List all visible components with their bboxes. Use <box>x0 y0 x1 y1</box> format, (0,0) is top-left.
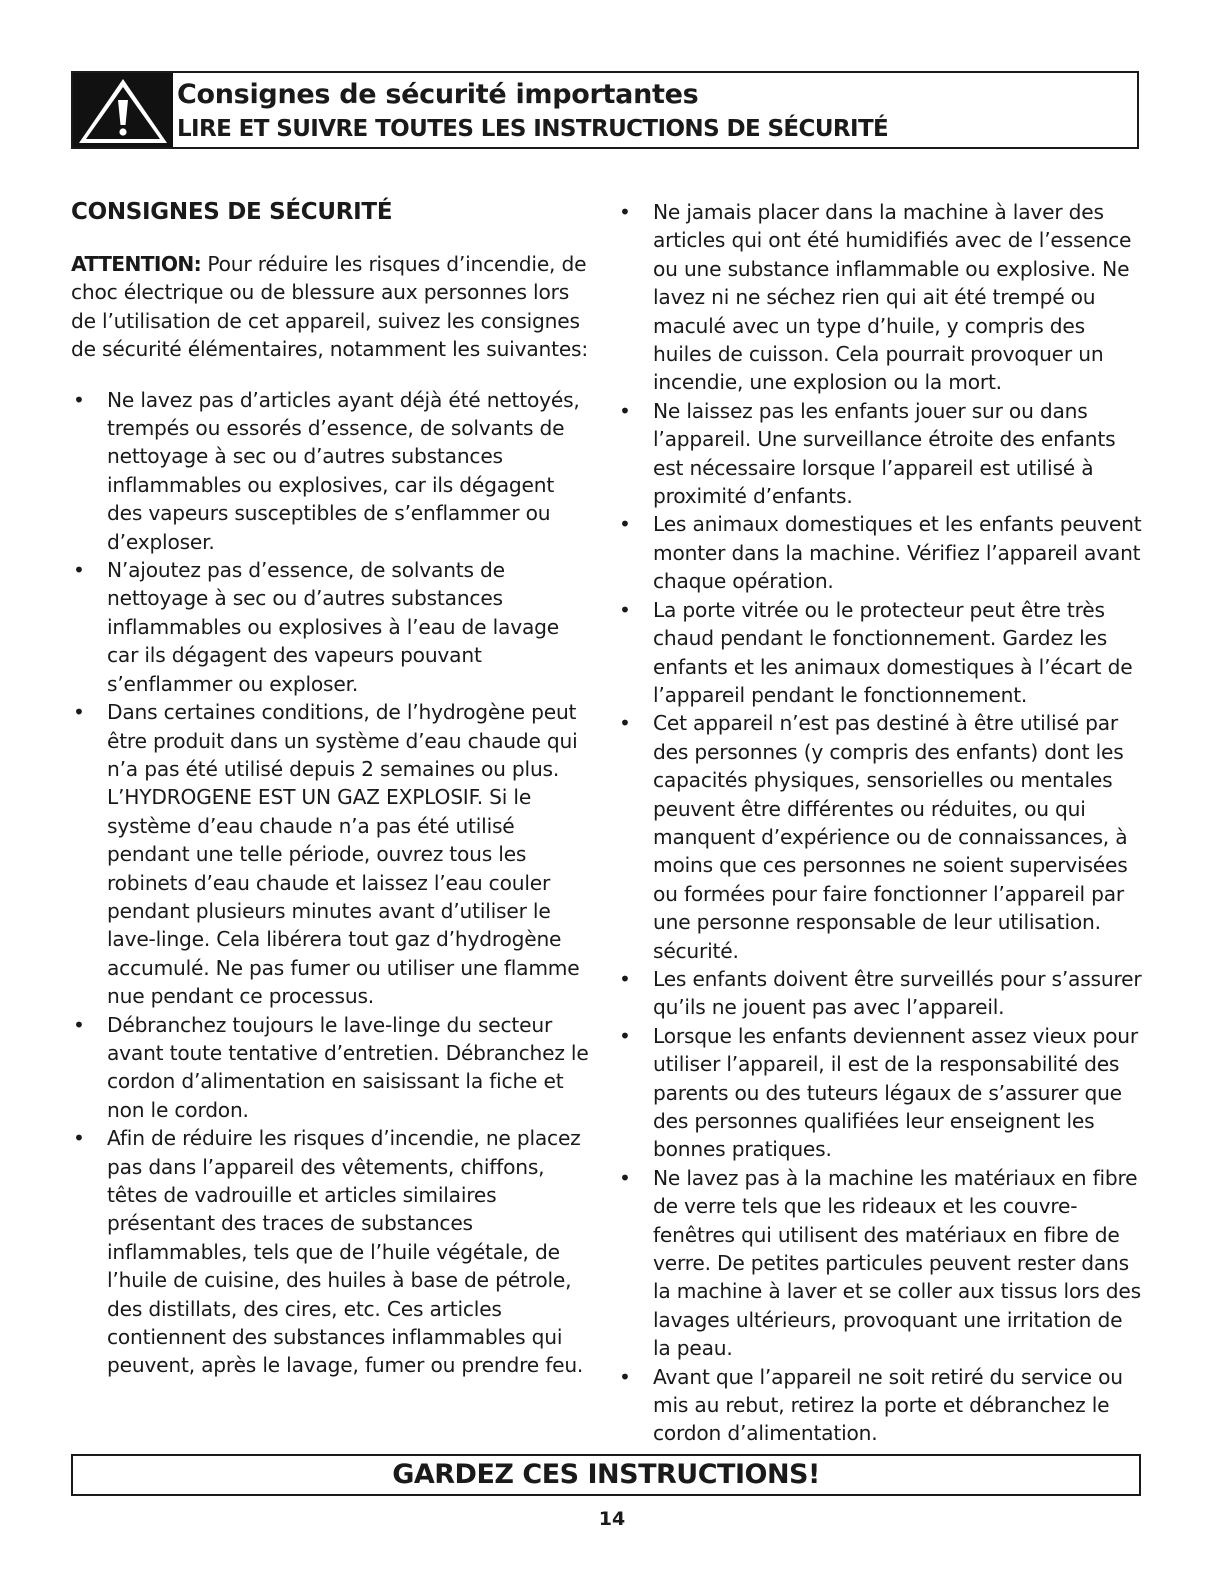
list-item-text: Les animaux domestiques et les enfants peuvent monter dans la machine. Vérifiez l’appareil avant chaque opération. <box>653 512 1142 594</box>
attention-label: ATTENTION: <box>71 252 202 276</box>
intro-paragraph <box>71 250 591 364</box>
right-column <box>617 198 1142 1448</box>
list-item <box>617 709 1142 965</box>
header-subtitle: LIRE ET SUIVRE TOUTES LES INSTRUCTIONS DE SÉCURITÉ <box>177 116 889 142</box>
intro-text: Pour réduire les risques d’incendie, de choc électrique ou de blessure aux personnes lors de l’utilisation de cet appareil, suivez les consignes de sécurité élémentaires, notamment les suivantes: <box>71 252 588 362</box>
bullet-marker: • <box>619 966 631 991</box>
header-banner <box>71 71 1139 149</box>
list-item-text: N’ajoutez pas d’essence, de solvants de nettoyage à sec ou d’autres substances inflammables ou explosives à l’eau de lavage car ils dégagent des vapeurs pouvant s’enflammer ou exploser. <box>107 558 559 696</box>
bullet-marker: • <box>619 711 631 736</box>
page-number: 14 <box>598 1508 626 1530</box>
right-bullet-list <box>617 198 1142 1448</box>
bullet-marker: • <box>619 512 631 537</box>
bullet-marker: • <box>73 700 85 725</box>
list-item-text: Ne jamais placer dans la machine à laver des articles qui ont été humidifiés avec de l’essence ou une substance inflammable ou explosive. Ne lavez ni ne séchez rien qui ait été trempé ou maculé avec un type d’huile, y compris des huiles de cuisson. Cela pourrait provoquer un incendie, une explosion ou la mort. <box>653 200 1132 395</box>
list-item <box>617 596 1142 710</box>
bullet-marker: • <box>619 398 631 423</box>
bullet-marker: • <box>73 387 85 412</box>
header-title: Consignes de sécurité importantes <box>177 79 699 110</box>
list-item <box>71 1011 591 1125</box>
list-item-text: Ne laissez pas les enfants jouer sur ou dans l’appareil. Une surveillance étroite des enfants est nécessaire lorsque l’appareil est utilisé à proximité d’enfants. <box>653 398 1116 509</box>
list-item-text: Ne lavez pas d’articles ayant déjà été nettoyés, trempés ou essorés d’essence, de solvants de nettoyage à sec ou d’autres substances inflammables ou explosives, car ils dégagent des vapeurs susceptibles de s’enflammer ou d’exploser. <box>107 387 580 554</box>
list-item <box>71 698 591 1010</box>
bullet-marker: • <box>619 1165 631 1190</box>
list-item-text: Lorsque les enfants deviennent assez vieux pour utiliser l’appareil, il est de la responsabilité des parents ou des tuteurs légaux de s’assurer que des personnes qualifiées leur enseignent les bonnes pratiques. <box>653 1023 1138 1162</box>
bullet-marker: • <box>73 558 85 583</box>
bullet-marker: • <box>619 200 631 224</box>
list-item <box>617 1164 1142 1363</box>
list-item-text: Avant que l’appareil ne soit retiré du service ou mis au rebut, retirez la porte et débranchez le cordon d’alimentation. <box>653 1364 1123 1446</box>
list-item-text: Ne lavez pas à la machine les matériaux en fibre de verre tels que les rideaux et les couvre-fenêtres qui utilisent des matériaux en fibre de verre. De petites particules peuvent rester dans la machine à laver et se coller aux tissus lors des lavages ultérieurs, provoquant une irritation de la peau. <box>653 1165 1141 1361</box>
section-title: CONSIGNES DE SÉCURITÉ <box>71 199 393 225</box>
list-item-text: Cet appareil n’est pas destiné à être utilisé par des personnes (y compris des enfants) dont les capacités physiques, sensorielles ou mentales peuvent être différentes ou réduites, ou qui manquent d’expérience ou de connaissances, à moins que ces personnes ne soient supervisées ou formées pour faire fonctionner l’appareil par une personne responsable de leur utilisation. sécurité. <box>653 711 1128 963</box>
left-column <box>71 196 591 1380</box>
bullet-marker: • <box>619 1364 631 1389</box>
list-item <box>617 198 1142 397</box>
bullet-marker: • <box>619 597 631 622</box>
list-item-text: Les enfants doivent être surveillés pour s’assurer qu’ils ne jouent pas avec l’appareil. <box>653 966 1142 1020</box>
list-item-text: La porte vitrée ou le protecteur peut être très chaud pendant le fonctionnement. Gardez les enfants et les animaux domestiques à l’écart de l’appareil pendant le fonctionnement. <box>653 597 1133 707</box>
warning-triangle-icon <box>73 73 173 147</box>
list-item <box>617 510 1142 595</box>
list-item <box>71 556 591 698</box>
keep-instructions-banner: GARDEZ CES INSTRUCTIONS! <box>71 1454 1141 1496</box>
list-item <box>617 1363 1142 1448</box>
list-item-text: Débranchez toujours le lave-linge du secteur avant toute tentative d’entretien. Débranchez le cordon d’alimentation en saisissant la fiche et non le cordon. <box>107 1012 589 1122</box>
list-item-text: Afin de réduire les risques d’incendie, ne placez pas dans l’appareil des vêtements, chiffons, têtes de vadrouille et articles similaires présentant des traces de substances inflammables, tels que de l’huile végétale, de l’huile de cuisine, des huiles à base de pétrole, des distillats, des cires, etc. Ces articles contiennent des substances inflammables qui peuvent, après le lavage, fumer ou prendre feu. <box>107 1126 584 1378</box>
bullet-marker: • <box>73 1012 85 1037</box>
list-item <box>617 397 1142 511</box>
list-item <box>71 386 591 556</box>
list-item <box>617 1022 1142 1164</box>
list-item <box>71 1124 591 1380</box>
bullet-marker: • <box>73 1126 85 1151</box>
list-item-text: Dans certaines conditions, de l’hydrogène peut être produit dans un système d’eau chaude qui n’a pas été utilisé depuis 2 semaines ou plus. L’HYDROGENE EST UN GAZ EXPLOSIF. Si le système d’eau chaude n’a pas été utilisé pendant une telle période, ouvrez tous les robinets d’eau chaude et laissez l’eau couler pendant plusieurs minutes avant d’utiliser le lave-linge. Cela libérera tout gaz d’hydrogène accumulé. Ne pas fumer ou utiliser une flamme nue pendant ce processus. <box>107 700 580 1009</box>
bullet-marker: • <box>619 1023 631 1048</box>
list-item <box>617 965 1142 1022</box>
left-bullet-list <box>71 386 591 1380</box>
